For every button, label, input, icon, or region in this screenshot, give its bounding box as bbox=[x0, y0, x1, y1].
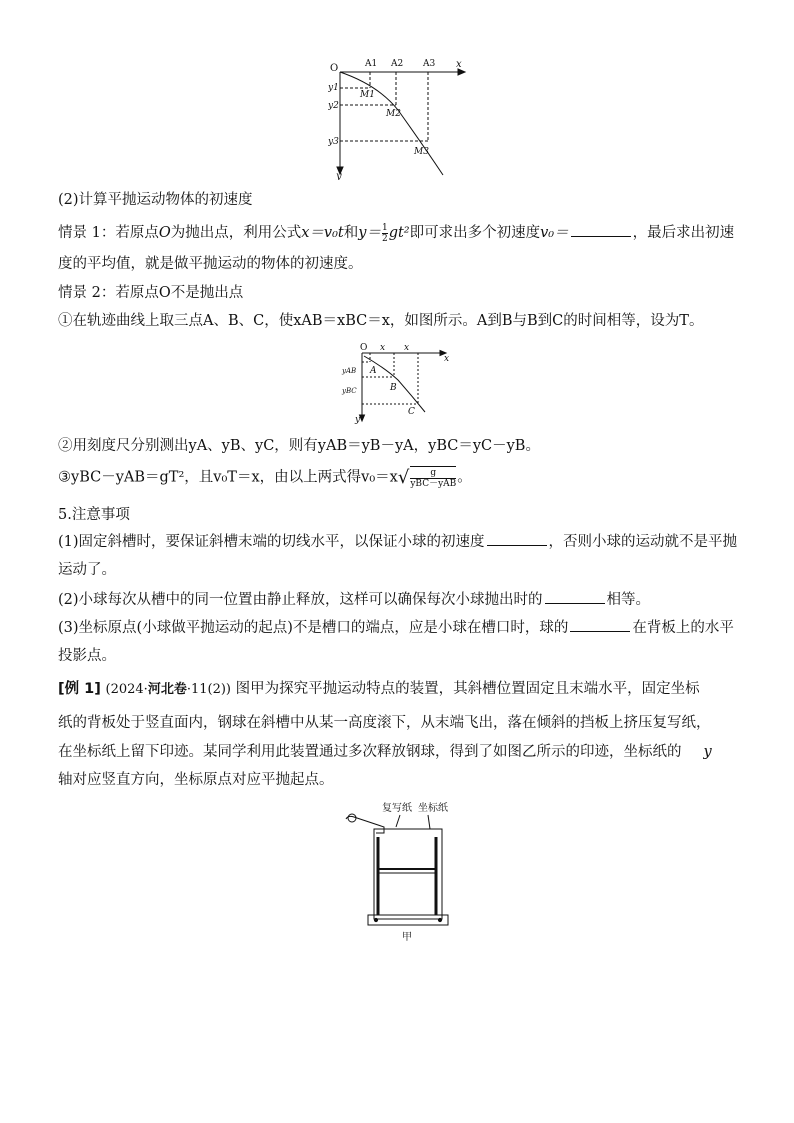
point-y3: y3 bbox=[328, 137, 339, 147]
note1-line1: (1)固定斜槽时，要保证斜槽末端的切线水平，以保证小球的初速度 ，否则小球的运动就不是平抛 bbox=[58, 531, 737, 552]
fig2-point-b: B bbox=[390, 383, 397, 393]
scene1-line2: 度的平均值，就是做平抛运动的物体的初速度。 bbox=[58, 256, 363, 272]
blank-3 bbox=[545, 589, 605, 604]
point-a3: A3 bbox=[423, 59, 436, 69]
point-m2: M2 bbox=[386, 109, 401, 119]
note2: (2)小球每次从槽中的同一位置由静止释放，这样可以确保每次小球抛出时的 相等。 bbox=[58, 589, 650, 610]
fig2-ybc: yBC bbox=[342, 387, 357, 395]
fig2-y-axis: y bbox=[355, 415, 361, 425]
blank-1 bbox=[571, 222, 631, 237]
example-line3: 在坐标纸上留下印迹。某同学利用此装置通过多次释放钢球，得到了如图乙所示的印迹，坐标纸的 y bbox=[58, 744, 712, 760]
label-coordinate-paper: 坐标纸 bbox=[418, 803, 448, 814]
point-a1: A1 bbox=[365, 59, 378, 69]
point-m1: M1 bbox=[360, 90, 375, 100]
fig2-origin: O bbox=[360, 343, 368, 353]
blank-4 bbox=[570, 617, 630, 632]
point-y2: y2 bbox=[328, 101, 339, 111]
sqrt-fraction: $\frac{g}{\text{yBC－yAB}}$ bbox=[410, 468, 457, 489]
step1: ①在轨迹曲线上取三点A、B、C，使xAB＝xBC＝x，如图所示。A到B与B到C的时间相等，设为T。 bbox=[58, 313, 704, 329]
section2-title: (2)计算平抛运动物体的初速度 bbox=[58, 192, 253, 208]
figure-caption: 甲 bbox=[402, 932, 412, 943]
section5-title: 5.注意事项 bbox=[58, 507, 130, 523]
example-line4: 轴对应竖直方向，坐标原点对应平抛起点。 bbox=[58, 772, 334, 788]
note3-line1: (3)坐标原点(小球做平抛运动的起点)不是槽口的端点，应是小球在槽口时，球的 在背板上的水平 bbox=[58, 617, 734, 638]
fig2-point-a: A bbox=[370, 366, 377, 376]
fig2-x-axis: x bbox=[444, 354, 450, 364]
example-line2: 纸的背板处于竖直面内，钢球在斜槽中从某一高度滚下，从末端飞出，落在倾斜的挡板上挤压复写纸， bbox=[58, 715, 711, 731]
scene2-title: 情景 2：若原点O不是抛出点 bbox=[58, 285, 244, 301]
scene1-line1: 情景 1：若原点O为抛出点，利用公式x＝v₀t和y＝ $\frac{1}{2}$ gt²即可求出多个初速度v₀＝ ，最后求出初速 bbox=[58, 222, 735, 244]
step3: ③yBC－yAB＝gT²，且v₀T＝x，由以上两式得v₀＝x√ $\frac{g}{\text{yBC－yAB}}$ 。 bbox=[58, 466, 472, 489]
note1-line2: 运动了。 bbox=[58, 562, 116, 578]
fig2-point-c: C bbox=[408, 407, 415, 417]
example-line1: [例 1] (2024·河北卷·11(2)) 图甲为探究平抛运动特点的装置，其斜槽位置固定且末端水平，固定坐标 bbox=[58, 681, 700, 697]
point-a2: A2 bbox=[391, 59, 404, 69]
step2: ②用刻度尺分别测出yA、yB、yC，则有yAB＝yB－yA，yBC＝yC－yB。 bbox=[58, 438, 540, 454]
origin-label: O bbox=[330, 63, 339, 74]
fig2-yab: yAB bbox=[342, 367, 357, 375]
fig2-seg-x1: x bbox=[380, 343, 386, 353]
fig2-seg-x2: x bbox=[404, 343, 410, 353]
point-m3: M3 bbox=[414, 147, 429, 157]
apparatus-figure bbox=[338, 797, 458, 947]
trajectory-figure-2 bbox=[340, 340, 455, 425]
blank-2 bbox=[487, 531, 547, 546]
y-axis-label: y bbox=[336, 171, 342, 180]
example-tag: [例 1] bbox=[58, 681, 101, 697]
trajectory-figure-1 bbox=[328, 55, 478, 180]
fraction-half: $\frac{1}{2}$ bbox=[381, 222, 388, 244]
point-y1: y1 bbox=[328, 83, 339, 93]
label-carbon-paper: 复写纸 bbox=[382, 803, 412, 814]
x-axis-label: x bbox=[456, 59, 462, 70]
note3-line2: 投影点。 bbox=[58, 648, 116, 664]
